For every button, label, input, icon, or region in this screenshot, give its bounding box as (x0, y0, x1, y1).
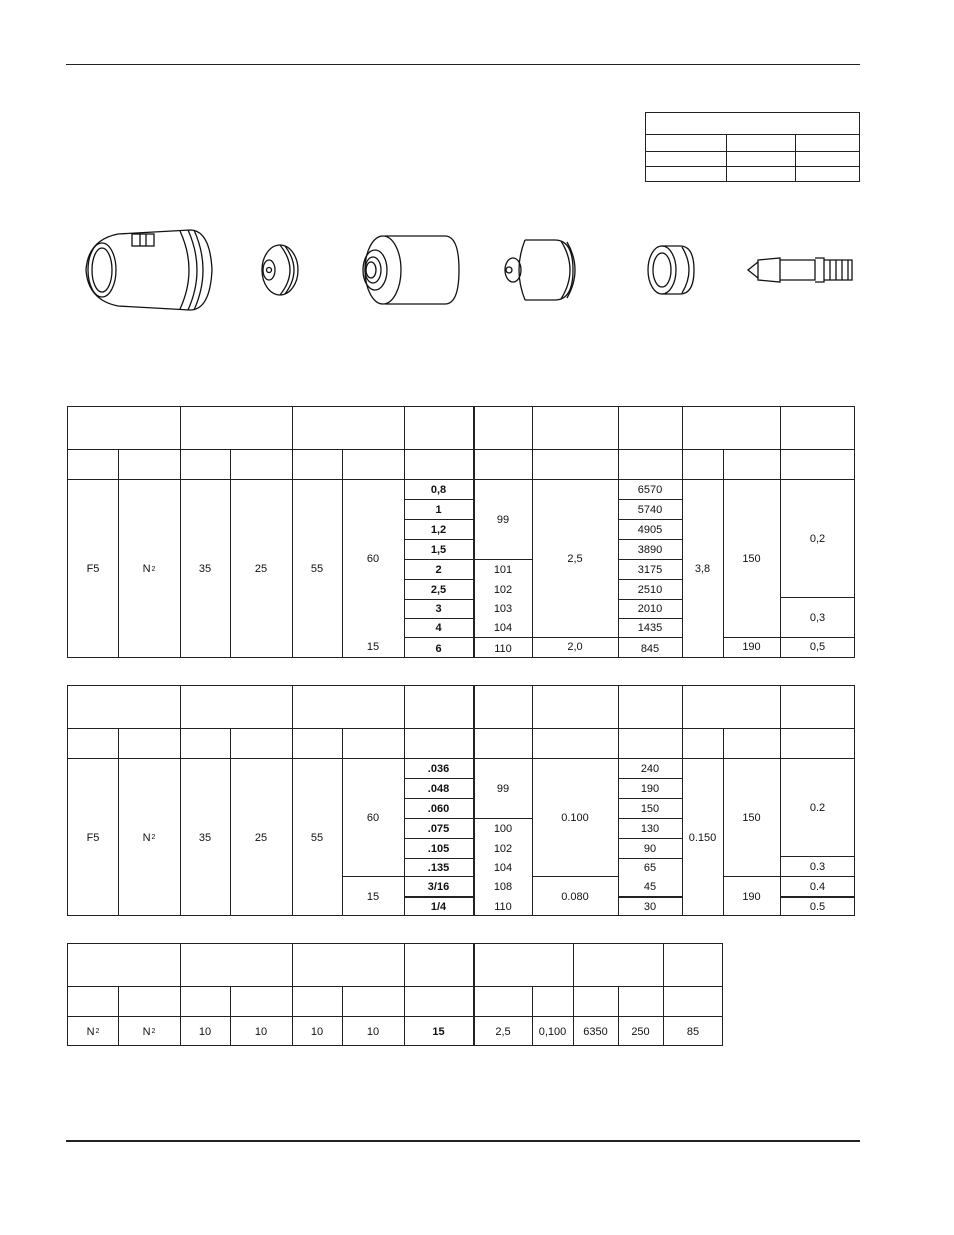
thickness-cell: 3 (435, 603, 442, 615)
shield-value: F5 (86, 563, 100, 575)
gas-main: N (142, 831, 151, 844)
thickness-cell: 1,2 (430, 523, 447, 536)
thickness-cell: 2,5 (430, 583, 447, 596)
marking-cell: 85 (686, 1025, 700, 1038)
speed-cell: 3175 (637, 563, 663, 576)
nozzle-icon (495, 220, 585, 320)
consumables-illustration (70, 220, 870, 330)
marking-cell: 0,100 (538, 1025, 567, 1038)
speed-cell: 5740 (637, 503, 663, 516)
speed-cell: 4905 (637, 523, 663, 536)
voltage-cell: 101 (493, 563, 513, 576)
thickness-cell: 6 (435, 642, 442, 655)
marking-cell: 6350 (583, 1025, 608, 1038)
pierce-b: 0.3 (809, 860, 826, 873)
voltage-cell: 110 (494, 901, 512, 913)
value-35: 35 (198, 831, 212, 844)
pierce-delay-b: 190 (742, 641, 761, 653)
pierce-c: 0.4 (809, 880, 826, 893)
thickness-cell: 1,5 (430, 543, 447, 556)
voltage-cell: 99 (496, 783, 510, 795)
thickness-cell: 4 (435, 622, 442, 634)
marking-current: 15 (432, 1025, 445, 1038)
pierce-c: 0,5 (809, 641, 826, 653)
shield-cap-icon (80, 220, 215, 320)
speed-cell: 190 (640, 782, 660, 795)
pierce-a: 0,2 (809, 532, 826, 545)
marking-cell: 250 (631, 1025, 650, 1038)
gas-subscript: 2 (95, 1028, 100, 1035)
thickness-cell: 1/4 (430, 901, 447, 913)
torch-height-b: 2,0 (567, 641, 583, 653)
value-60: 60 (366, 811, 380, 824)
gas-main: N (142, 1025, 151, 1038)
shield-gas (118, 1017, 180, 1046)
gas-value (118, 480, 180, 658)
pierce-delay-a: 150 (742, 811, 761, 824)
value-25: 25 (254, 563, 268, 575)
thickness-cell: .105 (427, 842, 450, 855)
speed-cell: 45 (643, 880, 657, 893)
electrode-icon (740, 220, 860, 320)
speed-cell: 1435 (637, 622, 663, 634)
gas-value (118, 759, 180, 916)
speed-cell: 3890 (637, 543, 663, 556)
speed-cell: 2010 (637, 603, 663, 615)
plasma-gas (68, 1017, 118, 1046)
marking-cell: 10 (198, 1025, 212, 1038)
top-rule (66, 64, 860, 65)
speed-cell: 90 (643, 842, 657, 855)
value-60: 60 (366, 552, 380, 565)
swirl-ring-icon (640, 220, 700, 320)
bottom-rule (66, 1140, 860, 1142)
pierce-d: 0.5 (809, 901, 826, 913)
thickness-cell: .075 (427, 822, 450, 835)
speed-cell: 845 (640, 642, 660, 655)
shield-value: F5 (86, 831, 100, 844)
value-15: 15 (366, 890, 380, 903)
voltage-cell: 103 (493, 603, 513, 615)
voltage-cell: 99 (496, 514, 510, 526)
marking-cell: 2,5 (495, 1025, 511, 1038)
gas-subscript: 2 (151, 565, 156, 573)
thickness-cell: 1 (435, 503, 442, 516)
voltage-cell: 104 (493, 622, 513, 634)
speed-cell: 150 (640, 802, 660, 815)
thickness-cell: 3/16 (427, 880, 450, 893)
value-25: 25 (254, 831, 268, 844)
thickness-cell: .135 (427, 861, 450, 874)
retaining-cap-icon (355, 220, 465, 320)
voltage-cell: 104 (493, 861, 513, 874)
shield-icon (255, 220, 305, 320)
gas-subscript: 2 (151, 834, 156, 841)
torch-height-a: 2,5 (567, 552, 583, 565)
torch-height-b: 0.080 (561, 890, 589, 903)
marking-cell: 10 (366, 1025, 380, 1038)
pierce-delay-a: 150 (742, 552, 761, 565)
voltage-cell: 102 (493, 583, 513, 596)
gas-subscript: 2 (151, 1028, 156, 1035)
value-35: 35 (198, 563, 212, 575)
voltage-cell: 110 (494, 642, 512, 655)
marking-cell: 10 (254, 1025, 268, 1038)
initial-height: 0.150 (688, 831, 717, 844)
gas-main: N (86, 1025, 95, 1038)
thickness-cell: .048 (427, 782, 450, 795)
torch-height-a: 0.100 (561, 811, 589, 824)
speed-cell: 6570 (637, 484, 663, 496)
speed-cell: 30 (643, 901, 657, 913)
speed-cell: 2510 (637, 583, 663, 596)
marking-cell: 10 (310, 1025, 324, 1038)
cut-chart-metric (67, 406, 855, 658)
speed-cell: 240 (640, 763, 660, 775)
gas-main: N (142, 563, 151, 575)
thickness-cell: 0,8 (430, 484, 447, 496)
marking-chart (67, 943, 723, 1046)
pierce-delay-b: 190 (742, 890, 761, 903)
pierce-a: 0.2 (809, 801, 826, 814)
speed-cell: 65 (643, 861, 657, 874)
value-55: 55 (310, 831, 324, 844)
initial-height: 3,8 (694, 563, 711, 575)
value-55: 55 (310, 563, 324, 575)
value-15: 15 (366, 641, 380, 653)
cut-chart-english (67, 685, 855, 916)
speed-cell: 130 (640, 822, 660, 835)
voltage-cell: 108 (493, 880, 513, 893)
pierce-b: 0,3 (809, 611, 826, 624)
thickness-cell: 2 (435, 563, 442, 576)
part-number-table (645, 112, 860, 182)
thickness-cell: .060 (427, 802, 450, 815)
voltage-cell: 100 (493, 822, 513, 835)
voltage-cell: 102 (493, 842, 513, 855)
thickness-cell: .036 (427, 763, 450, 775)
